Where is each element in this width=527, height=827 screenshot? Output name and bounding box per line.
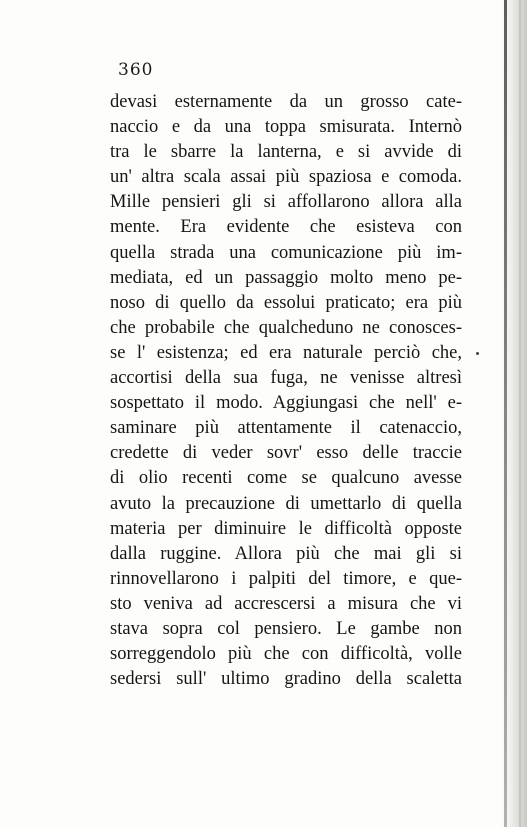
text-line: un' altra scala assai più spaziosa e comoda. bbox=[110, 167, 462, 188]
text-line: Mille pensieri gli si affollarono allora alla bbox=[110, 192, 462, 213]
text-line: tra le sbarre la lanterna, e si avvide di bbox=[110, 142, 462, 163]
text-line: di olio recenti come se qualcuno avesse bbox=[110, 468, 462, 489]
text-line: se l' esistenza; ed era naturale perciò che, bbox=[110, 342, 462, 363]
text-line: accortisi della sua fuga, ne venisse altresì bbox=[110, 368, 462, 389]
text-line: sorreggendolo più che con difficoltà, volle bbox=[110, 644, 462, 665]
text-line: noso di quello da essolui praticato; era più bbox=[110, 292, 462, 313]
text-line: devasi esternamente da un grosso cate- bbox=[110, 92, 462, 112]
text-line: quella strada una comunicazione più im- bbox=[110, 242, 462, 263]
text-line: che probabile che qualcheduno ne conosces- bbox=[110, 317, 462, 338]
text-line: sto veniva ad accrescersi a misura che vi bbox=[110, 593, 462, 614]
text-line: stava sopra col pensiero. Le gambe non bbox=[110, 618, 462, 639]
text-line: sedersi sull' ultimo gradino della scaletta bbox=[110, 669, 462, 690]
text-line: mente. Era evidente che esisteva con bbox=[110, 217, 462, 238]
text-line: materia per diminuire le difficoltà opposte bbox=[110, 518, 462, 539]
page-edge bbox=[519, 0, 521, 827]
text-line: dalla ruggine. Allora più che mai gli si bbox=[110, 543, 462, 564]
text-line: mediata, ed un passaggio molto meno pe- bbox=[110, 267, 462, 288]
text-line: avuto la precauzione di umettarlo di quella bbox=[110, 493, 462, 514]
text-line: credette di veder sovr' esso delle traccie bbox=[110, 443, 462, 464]
text-line: saminare più attentamente il catenaccio, bbox=[110, 418, 462, 439]
text-line: rinnovellarono i palpiti del timore, e que- bbox=[110, 568, 462, 589]
text-line: sospettato il modo. Aggiungasi che nell' e- bbox=[110, 393, 462, 414]
page-number: 360 bbox=[118, 60, 154, 80]
body-text bbox=[110, 90, 462, 692]
binding-edge bbox=[504, 0, 507, 827]
ink-speck bbox=[476, 352, 479, 355]
text-line: naccio e da una toppa smisurata. Internò bbox=[110, 117, 462, 138]
